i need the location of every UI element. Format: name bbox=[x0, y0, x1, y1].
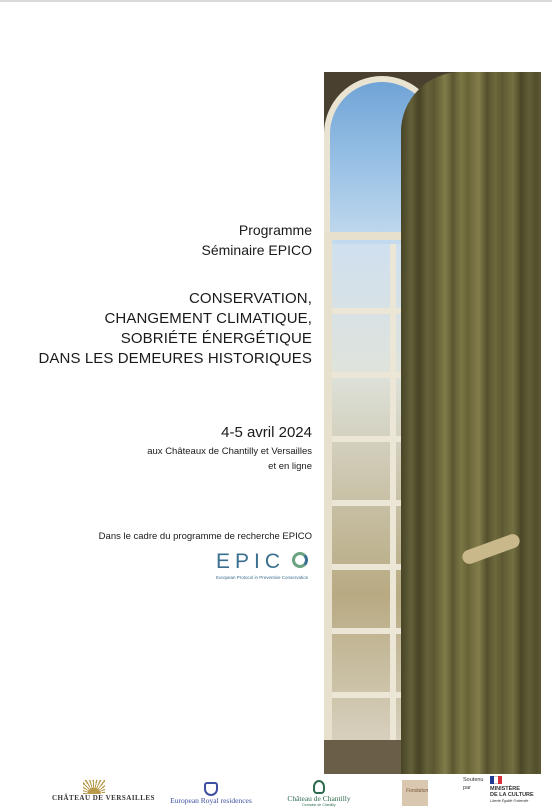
chantilly-emblem-icon bbox=[313, 780, 325, 794]
programme-label: Programme bbox=[238, 222, 312, 238]
crown-icon bbox=[204, 782, 218, 796]
republic-motto: Liberté Égalité Fraternité bbox=[490, 799, 529, 803]
programme-heading bbox=[202, 220, 312, 260]
window-curtain-photo bbox=[324, 72, 541, 774]
european-royal-residences-logo bbox=[168, 782, 254, 805]
fondation-name: Fondation bbox=[406, 788, 429, 794]
venue-line-2: et en ligne bbox=[268, 461, 312, 472]
seminaire-label: Séminaire EPICO bbox=[201, 242, 312, 258]
epico-wordmark: EPIC bbox=[216, 550, 286, 573]
epico-logo bbox=[216, 550, 312, 584]
ministere-line-2: DE LA CULTURE bbox=[490, 792, 534, 798]
curtain-shading bbox=[401, 72, 541, 774]
seminar-title bbox=[38, 289, 312, 369]
chateau-versailles-logo bbox=[52, 780, 155, 802]
research-programme-note: Dans le cadre du programme de recherche EPICO bbox=[98, 531, 312, 542]
epico-subtitle: European Protocol in Preventive Conservation bbox=[216, 575, 309, 580]
epico-ring-icon bbox=[292, 552, 308, 568]
ministere-line-1: MINISTÈRE bbox=[490, 786, 520, 792]
chateau-chantilly-logo bbox=[282, 780, 356, 807]
venue-line-1: aux Châteaux de Chantilly et Versailles bbox=[147, 446, 312, 457]
event-venue bbox=[147, 444, 312, 474]
ministere-culture-logo bbox=[490, 776, 538, 803]
versailles-name: CHÂTEAU DE VERSAILLES bbox=[52, 794, 155, 802]
title-line-4: DANS LES DEMEURES HISTORIQUES bbox=[38, 350, 312, 367]
sun-emblem-icon bbox=[83, 780, 105, 794]
title-line-2: CHANGEMENT CLIMATIQUE, bbox=[104, 310, 312, 327]
title-line-3: SOBRIÉTE ÉNERGÉTIQUE bbox=[120, 330, 312, 347]
soutenu-line: Soutenu bbox=[463, 777, 484, 783]
chantilly-name: Château de Chantilly bbox=[287, 794, 351, 803]
chantilly-tagline: Domaine de Chantilly bbox=[302, 803, 336, 807]
ministere-name bbox=[490, 786, 538, 798]
top-rule bbox=[0, 0, 552, 2]
royal-residences-name: European Royal residences bbox=[170, 796, 252, 805]
par-line: par bbox=[463, 785, 471, 791]
fondation-logo bbox=[398, 778, 434, 808]
event-date: 4-5 avril 2024 bbox=[221, 424, 312, 441]
title-line-1: CONSERVATION, bbox=[189, 290, 312, 307]
french-flag-icon bbox=[490, 776, 502, 784]
soutenu-par-label bbox=[463, 776, 484, 792]
